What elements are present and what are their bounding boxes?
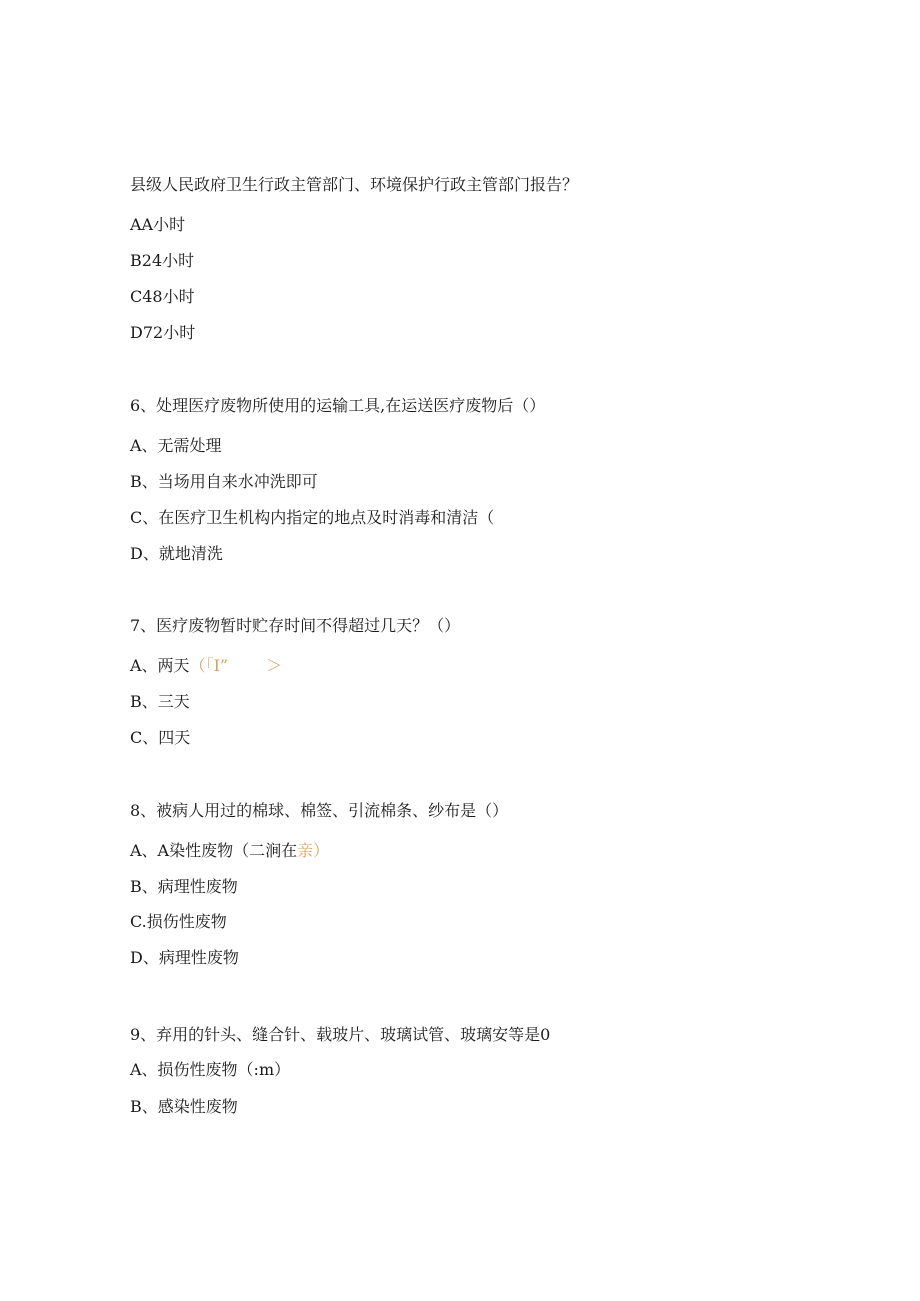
q6-stem: 6、处理医疗废物所使用的运输工具,在运送医疗废物后（） (130, 396, 546, 415)
q6-option-b: B、当场用自来水冲洗即可 (130, 472, 318, 491)
q6-option-d: D、就地清洗 (130, 544, 223, 563)
q7-option-a-mark: （「I” (189, 656, 229, 675)
q8-option-b: B、病理性废物 (130, 877, 238, 896)
q9-option-b: B、感染性废物 (130, 1097, 238, 1116)
q6-option-c: C、在医疗卫生机构内指定的地点及时消毒和清洁（ (130, 508, 495, 527)
q6-option-a: A、无需处理 (130, 436, 222, 455)
q5-option-d: D72小时 (130, 323, 196, 342)
q8-option-a (130, 841, 329, 861)
q7-option-a-mark2: ＞ (266, 656, 283, 675)
q9-stem: 9、弃用的针头、缝合针、载玻片、玻璃试管、玻璃安等是0 (130, 1025, 551, 1044)
q7-stem: 7、医疗废物暂时贮存时间不得超过几天？（） (130, 616, 461, 635)
q5-option-c: C48小时 (130, 287, 195, 306)
q5-stem: 县级人民政府卫生行政主管部门、环境保护行政主管部门报告？ (130, 175, 579, 194)
q8-option-a-mark: 亲） (297, 841, 330, 860)
q7-option-a (130, 656, 282, 676)
q7-option-b: B、三天 (130, 692, 190, 711)
q5-option-b: B24小时 (130, 251, 195, 270)
q8-stem: 8、被病人用过的棉球、棉签、引流棉条、纱布是（） (130, 801, 509, 820)
q9-option-a: A、损伤性废物（:m） (130, 1060, 291, 1079)
q8-option-d: D、病理性废物 (130, 948, 239, 967)
q8-option-c: C.损伤性废物 (130, 912, 227, 931)
q8-option-a-text: A、A染性废物（二涧在 (130, 841, 298, 860)
q5-option-a: AA小时 (130, 215, 186, 234)
q7-option-a-text: A、两天 (130, 656, 190, 675)
q7-option-c: C、四天 (130, 728, 191, 747)
